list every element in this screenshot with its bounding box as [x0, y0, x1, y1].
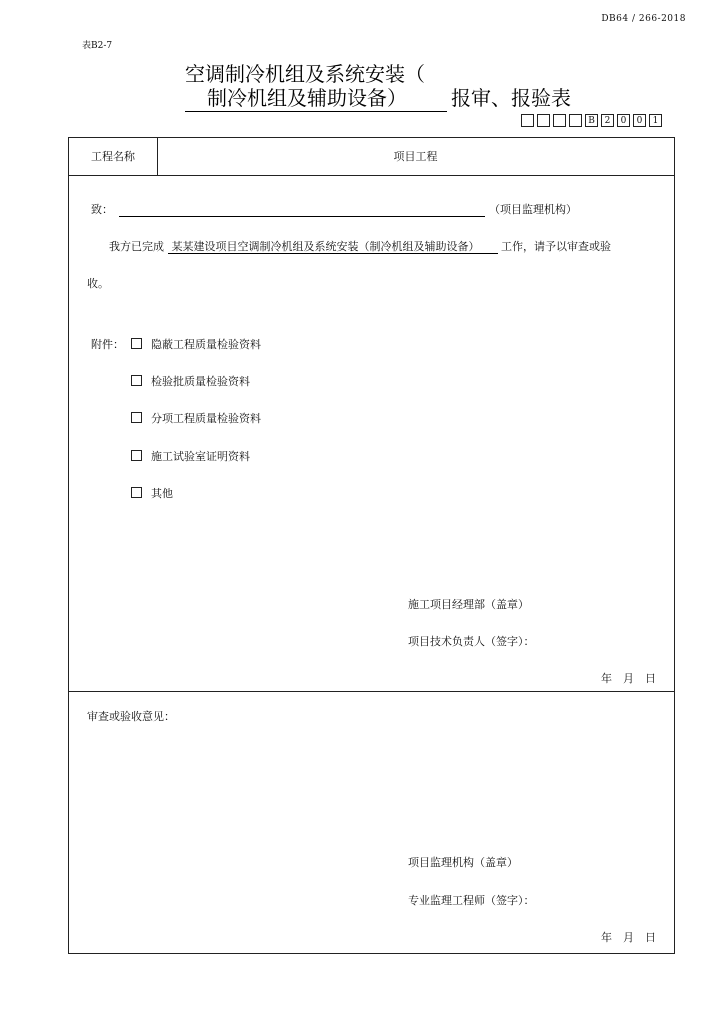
contractor-dept-seal: 施工项目经理部（盖章）	[408, 598, 529, 611]
form-frame	[68, 137, 675, 954]
contractor-date: 年 月 日	[601, 672, 656, 685]
code-box: 1	[649, 114, 662, 127]
completion-continued: 收。	[87, 277, 109, 290]
attachment-label: 检验批质量检验资料	[151, 375, 250, 388]
attachment-label: 隐蔽工程质量检验资料	[151, 338, 261, 351]
tech-lead-signature: 项目技术负责人（签字）：	[408, 635, 535, 648]
attachment-label: 分项工程质量检验资料	[151, 412, 261, 425]
attachment-label: 其他	[151, 487, 173, 500]
attachment-item	[131, 410, 261, 426]
checkbox[interactable]	[131, 338, 142, 349]
checkbox[interactable]	[131, 412, 142, 423]
standard-code: DB64 / 266-2018	[601, 14, 686, 24]
attachment-label: 施工试验室证明资料	[151, 450, 250, 463]
to-prefix: 致：	[91, 203, 113, 216]
form-title-line1: 空调制冷机组及系统安装（	[185, 62, 425, 86]
code-box: 2	[601, 114, 614, 127]
to-recipient-field[interactable]	[119, 204, 485, 217]
code-box	[569, 114, 582, 127]
code-box	[553, 114, 566, 127]
code-box	[521, 114, 534, 127]
completion-suffix: 工作，请予以审查或验	[501, 240, 611, 253]
code-box: 0	[617, 114, 630, 127]
completion-line	[109, 238, 611, 254]
attachment-item	[131, 336, 261, 352]
attachment-item	[131, 373, 250, 389]
code-box: B	[585, 114, 598, 127]
review-opinion-label: 审查或验收意见：	[87, 710, 175, 723]
code-box	[537, 114, 550, 127]
to-line	[91, 201, 577, 217]
attachments-label: 附件：	[91, 338, 124, 351]
form-code-boxes	[521, 114, 662, 127]
code-box: 0	[633, 114, 646, 127]
project-name-value: 项目工程	[393, 150, 438, 163]
attachment-item	[131, 448, 250, 464]
checkbox[interactable]	[131, 450, 142, 461]
attachment-item	[131, 485, 173, 501]
project-name-label: 工程名称	[69, 138, 158, 175]
header-row	[69, 138, 674, 176]
form-number: 表B2-7	[82, 41, 113, 51]
review-date: 年 月 日	[601, 931, 656, 944]
form-title-underlined: 制冷机组及辅助设备）	[185, 82, 447, 112]
form-title-rest: 报审、报验表	[451, 86, 571, 110]
form-title-line2	[185, 82, 571, 112]
supervision-org-seal: 项目监理机构（盖章）	[408, 856, 518, 869]
to-suffix: （项目监理机构）	[489, 203, 577, 216]
section-divider	[69, 691, 674, 692]
supervision-engineer-signature: 专业监理工程师（签字）：	[408, 894, 535, 907]
checkbox[interactable]	[131, 487, 142, 498]
checkbox[interactable]	[131, 375, 142, 386]
completion-prefix: 我方已完成	[109, 240, 164, 253]
completion-project: 某某建设项目空调制冷机组及系统安装（制冷机组及辅助设备）	[168, 240, 498, 254]
